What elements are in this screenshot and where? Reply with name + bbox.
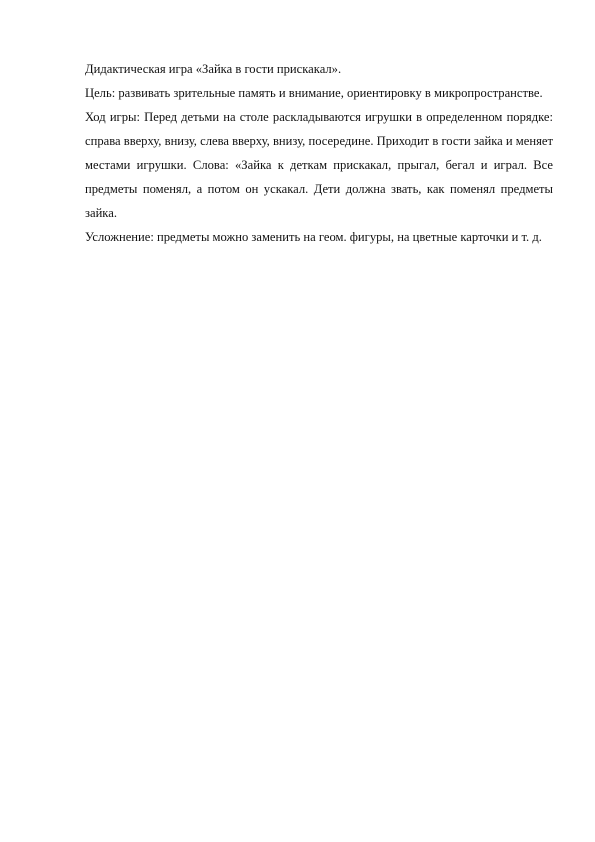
- goal-paragraph: Цель: развивать зрительные память и внимание, ориентировку в микропространстве.: [85, 86, 543, 100]
- game-title: Дидактическая игра «Зайка в гости прискакал».: [85, 62, 342, 76]
- complication-paragraph: Усложнение: предметы можно заменить на геом. фигуры, на цветные карточки и т. д.: [85, 230, 542, 244]
- game-course-paragraph: Ход игры: Перед детьми на столе раскладываются игрушки в определенном порядке: справа вверху, внизу, слева вверху, внизу, посередине. Приходит в гости зайка и меняет местами игрушки. Слова: «Зайка к деткам прискакал, прыгал, бегал и играл. Все предметы поменял, а потом он ускакал. Дети должна звать, как поменял предметы зайка.: [85, 110, 553, 220]
- document-body: [85, 57, 553, 249]
